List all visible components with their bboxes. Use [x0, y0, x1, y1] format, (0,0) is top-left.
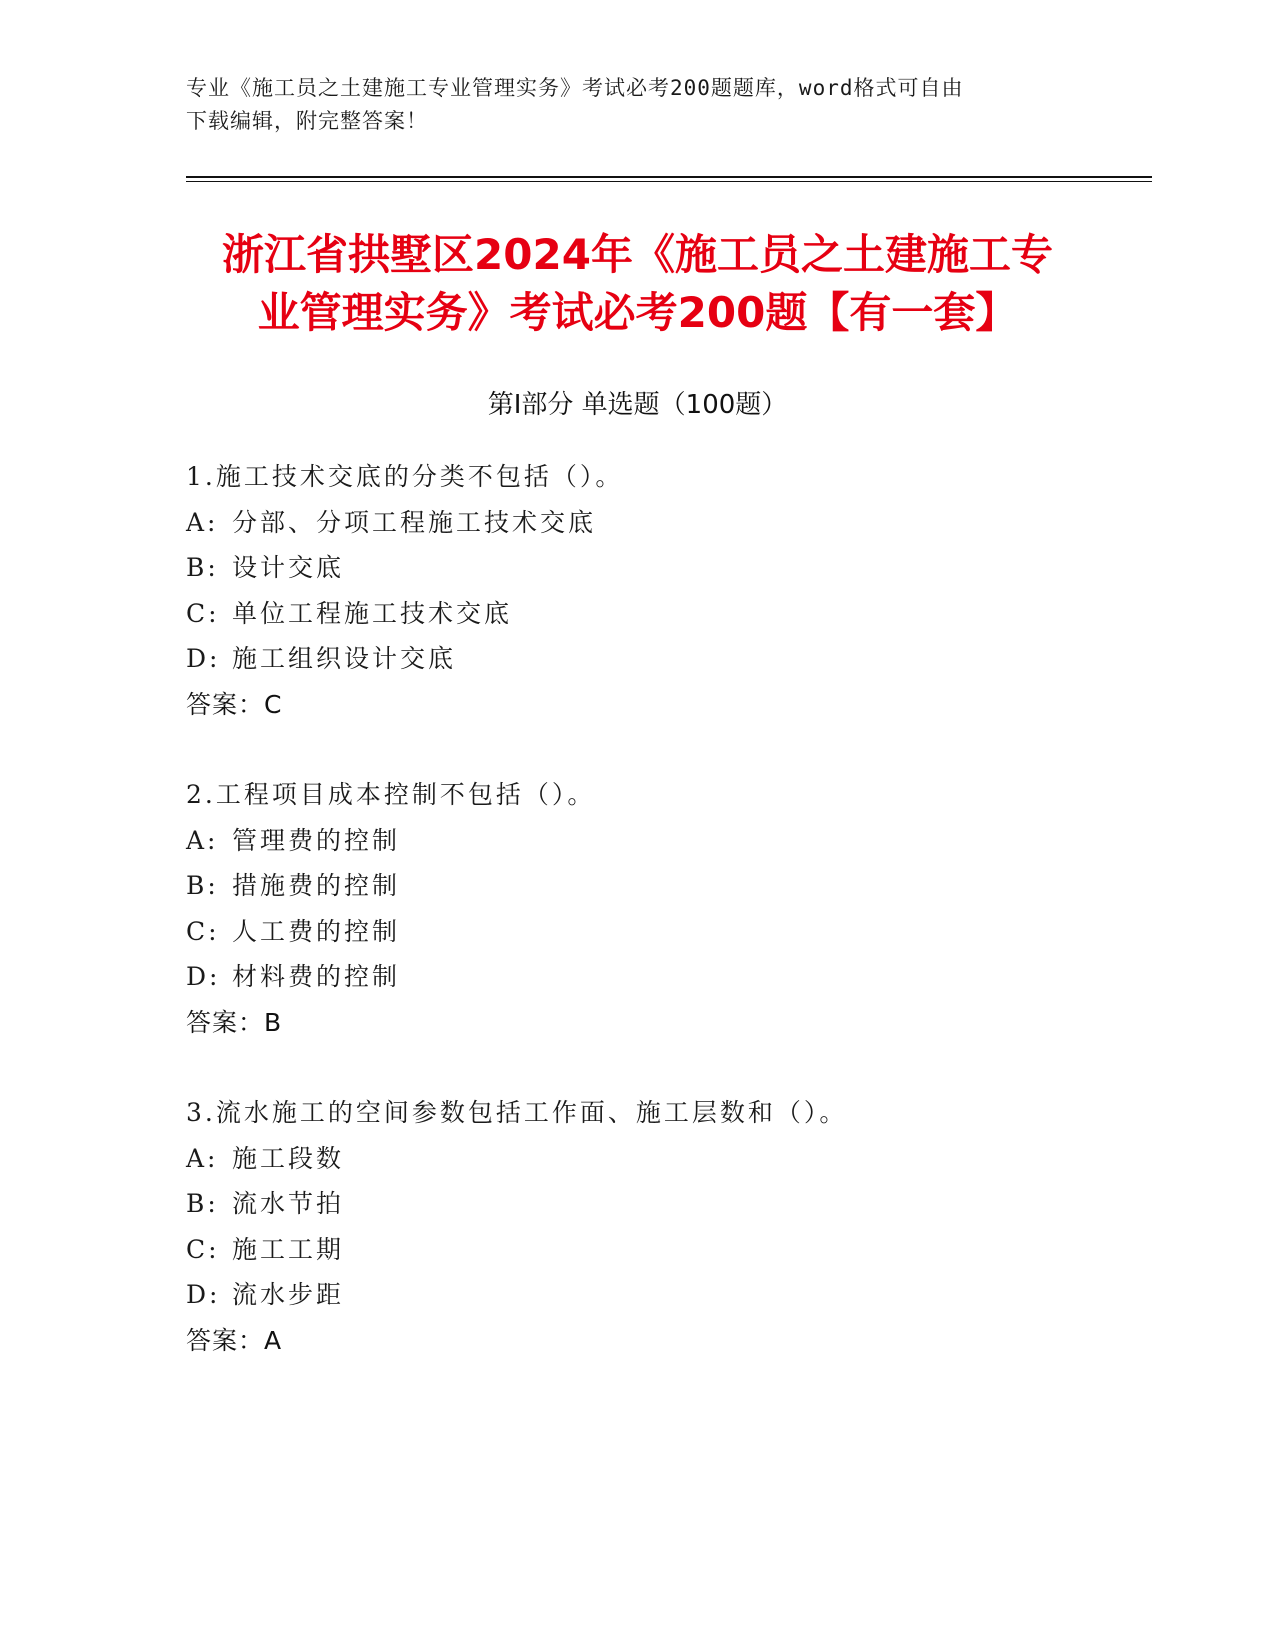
document-title [150, 226, 1125, 342]
option-letter: B: [186, 553, 219, 582]
option-letter: A: [186, 825, 219, 855]
option-letter: A: [186, 507, 219, 537]
section-heading: 第Ⅰ部分 单选题（100题） [487, 390, 788, 420]
option-letter: C: [186, 1234, 220, 1264]
answer-value: B [264, 1007, 283, 1037]
option-letter: C: [186, 598, 220, 628]
option-c [186, 591, 1126, 637]
answer-label: 答案： [186, 1007, 265, 1037]
option-text: 人工费的控制 [232, 916, 401, 946]
option-letter: D: [186, 962, 221, 991]
option-text: 措施费的控制 [232, 871, 401, 900]
answer-line [186, 1000, 1126, 1046]
option-text: 施工段数 [232, 1143, 345, 1173]
answer-line [186, 1318, 1126, 1364]
option-d [186, 1272, 1126, 1318]
option-letter: B: [186, 871, 219, 900]
option-a [186, 1136, 1126, 1182]
header-note [186, 72, 1066, 138]
option-c [186, 1227, 1126, 1273]
option-d [186, 954, 1126, 1000]
answer-line [186, 682, 1126, 728]
option-text: 设计交底 [232, 553, 345, 582]
question-block-2 [186, 772, 1126, 1045]
header-divider-thick [186, 176, 1152, 178]
header-note-line-1: 专业《施工员之土建施工专业管理实务》考试必考200题题库，word格式可自由 [186, 76, 964, 100]
option-b [186, 863, 1126, 909]
option-letter: B: [186, 1189, 219, 1218]
option-letter: A: [186, 1143, 219, 1173]
question-stem: 3.流水施工的空间参数包括工作面、施工层数和（）。 [186, 1098, 848, 1127]
option-text: 流水步距 [232, 1280, 345, 1309]
option-text: 分部、分项工程施工技术交底 [232, 507, 597, 537]
option-text: 单位工程施工技术交底 [232, 598, 513, 628]
answer-value: C [264, 689, 283, 719]
question-block-1 [186, 454, 1126, 727]
question-stem: 1.施工技术交底的分类不包括（）。 [186, 462, 624, 491]
header-note-line-2: 下载编辑，附完整答案！ [186, 109, 428, 133]
option-text: 材料费的控制 [232, 962, 401, 991]
option-text: 施工组织设计交底 [232, 644, 457, 673]
question-stem: 2.工程项目成本控制不包括（）。 [186, 780, 596, 809]
option-b [186, 545, 1126, 591]
question-block-3 [186, 1090, 1126, 1363]
option-text: 流水节拍 [232, 1189, 345, 1218]
option-letter: D: [186, 1280, 221, 1309]
answer-value: A [264, 1325, 283, 1355]
header-divider-thin [186, 181, 1152, 182]
option-a [186, 818, 1126, 864]
answer-label: 答案： [186, 689, 265, 719]
option-a [186, 500, 1126, 546]
answer-label: 答案： [186, 1325, 265, 1355]
document-title-line-1: 浙江省拱墅区2024年《施工员之土建施工专 [222, 230, 1053, 279]
option-text: 管理费的控制 [232, 825, 401, 855]
option-letter: C: [186, 916, 220, 946]
option-c [186, 909, 1126, 955]
option-letter: D: [186, 644, 221, 673]
option-b [186, 1181, 1126, 1227]
document-title-line-2: 业管理实务》考试必考200题【有一套】 [257, 288, 1018, 337]
option-text: 施工工期 [232, 1234, 345, 1264]
option-d [186, 636, 1126, 682]
